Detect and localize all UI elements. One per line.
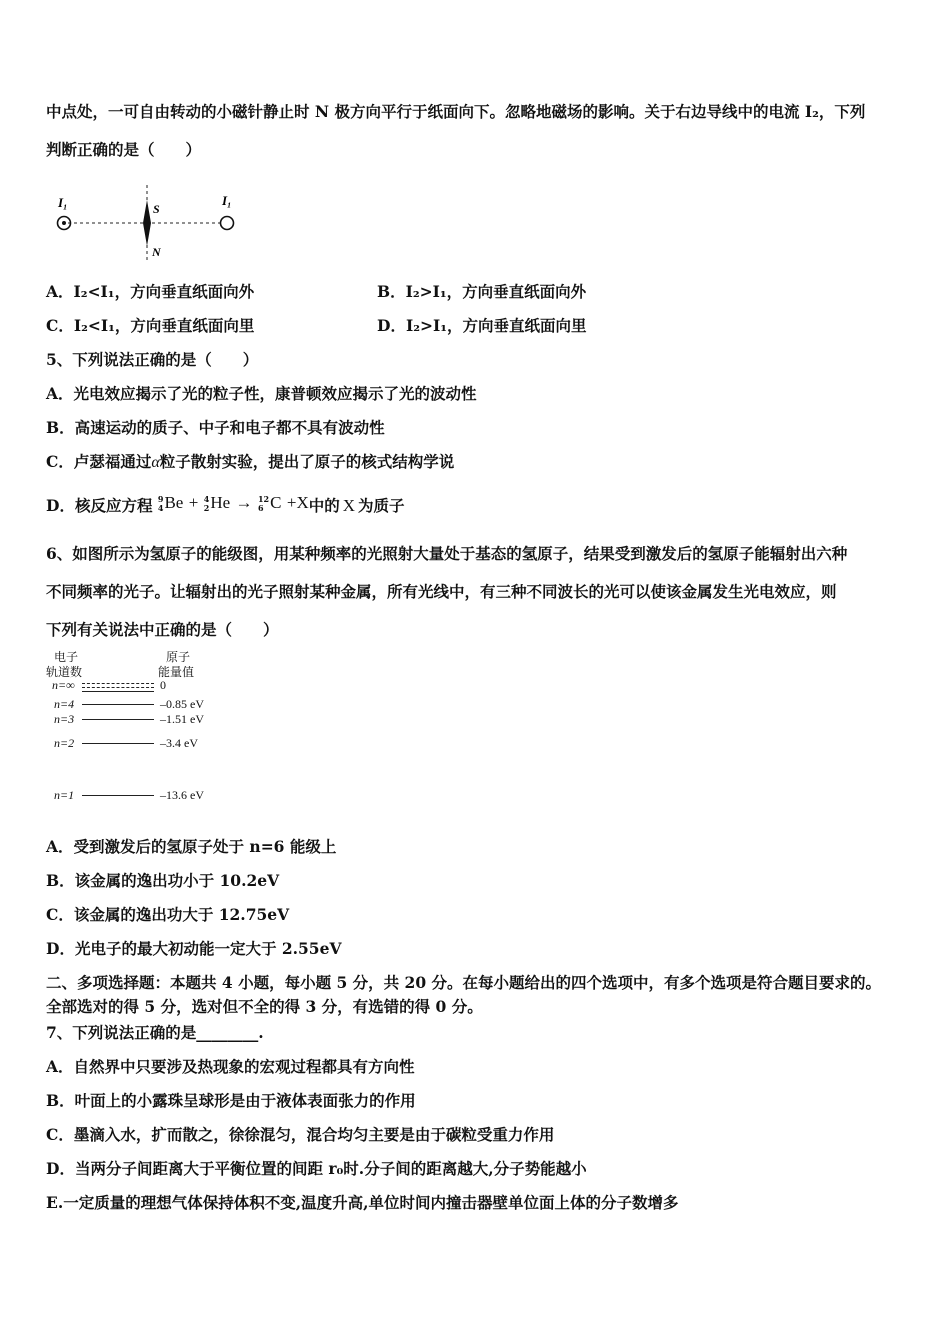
- q7-option-e[interactable]: E.一定质量的理想气体保持体积不变,温度升高,单位时间内撞击器壁单位面上体的分子数增多: [46, 1193, 679, 1212]
- q5-stem: 5、下列说法正确的是（ ）: [46, 350, 259, 369]
- nuclear-equation: 9 4 Be + 4 2 He → 12 6 C +X: [157, 493, 309, 513]
- q4-magnet-figure: [50, 180, 250, 265]
- q7-option-d[interactable]: D．当两分子间距离大于平衡位置的间距 r₀时.分子间的距离越大,分子势能越小: [46, 1159, 587, 1178]
- q4-option-a[interactable]: A．I₂<I₁，方向垂直纸面向外: [46, 282, 255, 301]
- energy-level-diagram: 电子 轨道数 原子 能量值 n=∞ 0 n=4 –0.85 eV n=3 –1.51 eV n=2 –3.4 eV n=1 –13.6 eV: [46, 650, 204, 802]
- label-s: S: [153, 202, 160, 216]
- q7-option-b[interactable]: B．叶面上的小露珠呈球形是由于液体表面张力的作用: [46, 1091, 416, 1110]
- q4-option-c[interactable]: C．I₂<I₁，方向垂直纸面向里: [46, 316, 255, 335]
- q5-option-d[interactable]: D．核反应方程 9 4 Be + 4 2 He → 12 6 C +X中的 X 为质子: [46, 493, 405, 515]
- q6-stem-line2: 不同频率的光子。让辐射出的光子照射某种金属，所有光线中，有三种不同波长的光可以使该金属发生光电效应，则: [46, 582, 837, 601]
- label-n: N: [152, 245, 161, 259]
- label-i1: I₁: [58, 195, 68, 210]
- q6-option-a[interactable]: A．受到激发后的氢原子处于 n=6 能级上: [46, 837, 337, 856]
- level-n2: n=2: [54, 736, 75, 750]
- q6-option-b[interactable]: B．该金属的逸出功小于 10.2eV: [46, 871, 280, 890]
- q5-option-c[interactable]: C．卢瑟福通过α粒子散射实验，提出了原子的核式结构学说: [46, 452, 455, 471]
- q4-stem-line1: 中点处，一可自由转动的小磁针静止时 N 极方向平行于纸面向下。忽略地磁场的影响。关于右边导线中的电流 I₂，下列: [46, 102, 866, 121]
- level-n3: n=3: [54, 712, 75, 726]
- wire-i2-symbol: [221, 217, 234, 230]
- q5-option-a[interactable]: A．光电效应揭示了光的粒子性，康普顿效应揭示了光的波动性: [46, 384, 477, 403]
- q6-stem-line3: 下列有关说法中正确的是（ ）: [46, 620, 279, 639]
- q7-option-c[interactable]: C．墨滴入水，扩而散之，徐徐混匀，混合均匀主要是由于碳粒受重力作用: [46, 1125, 555, 1144]
- q6-option-d[interactable]: D．光电子的最大初动能一定大于 2.55eV: [46, 939, 342, 958]
- alpha-symbol: α: [151, 454, 160, 471]
- q4-option-b[interactable]: B．I₂>I₁，方向垂直纸面向外: [377, 282, 587, 301]
- level-n1: n=1: [54, 788, 75, 802]
- q7-stem: 7、下列说法正确的是________.: [46, 1023, 264, 1042]
- magnetic-needle: [143, 200, 151, 246]
- q6-stem-line1: 6、如图所示为氢原子的能级图，用某种频率的光照射大量处于基态的氢原子，结果受到激发后的氢原子能辐射出六种: [46, 544, 848, 563]
- q6-option-c[interactable]: C．该金属的逸出功大于 12.75eV: [46, 905, 290, 924]
- level-n4: n=4: [54, 697, 75, 711]
- q7-option-a[interactable]: A．自然界中只要涉及热现象的宏观过程都具有方向性: [46, 1057, 415, 1076]
- q5-option-b[interactable]: B．高速运动的质子、中子和电子都不具有波动性: [46, 418, 385, 437]
- level-n-inf: n=∞: [52, 678, 75, 692]
- section2-header-line2: 全部选对的得 5 分，选对但不全的得 3 分，有选错的得 0 分。: [46, 997, 483, 1016]
- label-i2: I₁: [222, 193, 232, 208]
- section2-header-line1: 二、多项选择题：本题共 4 小题，每小题 5 分，共 20 分。在每小题给出的四个选项中，有多个选项是符合题目要求的。: [46, 973, 882, 992]
- q4-option-d[interactable]: D．I₂>I₁，方向垂直纸面向里: [377, 316, 587, 335]
- q4-stem-line2: 判断正确的是（ ）: [46, 140, 202, 159]
